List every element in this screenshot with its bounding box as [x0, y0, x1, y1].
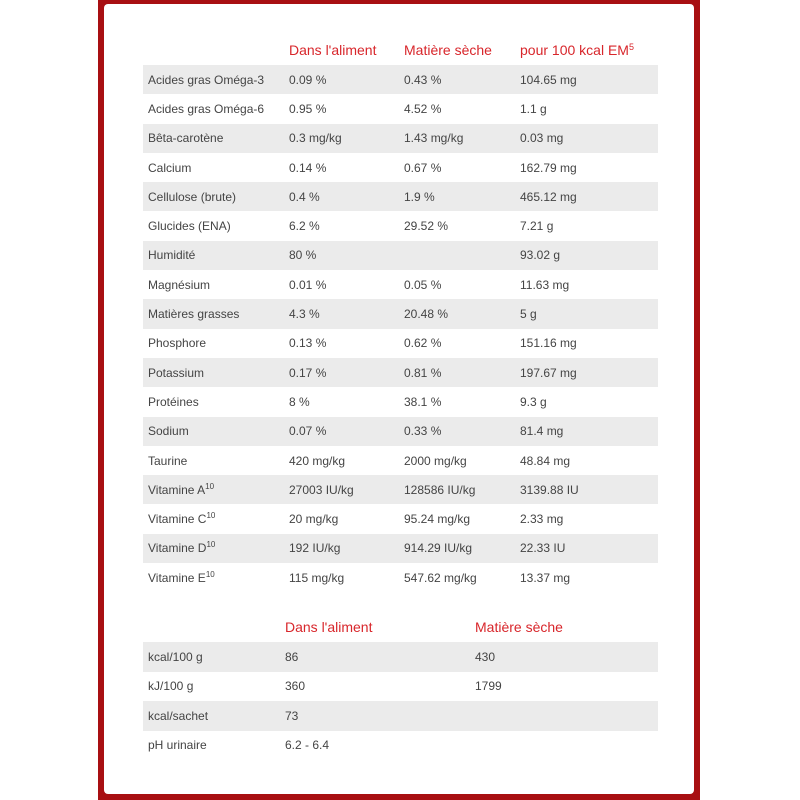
value-dans-aliment: 80 %	[284, 241, 399, 270]
value-matiere-seche: 95.24 mg/kg	[404, 512, 471, 527]
value-dans-aliment: 0.3 mg/kg	[284, 124, 399, 153]
nutrient-name: Acides gras Oméga-6	[148, 101, 265, 116]
footnote-ref: 10	[206, 540, 216, 550]
value-per-100-kcal: 151.16 mg	[520, 336, 577, 351]
table-row	[143, 153, 658, 182]
energy-matiere-seche: 430	[470, 642, 658, 672]
value-per-100-kcal: 93.02 g	[515, 241, 658, 270]
value-matiere-seche: 20.48 %	[399, 299, 515, 328]
value-per-100-kcal: 162.79 mg	[520, 160, 577, 175]
footnote-ref: 10	[205, 481, 215, 491]
value-per-100-kcal: 465.12 mg	[515, 182, 658, 211]
value-dans-aliment: 27003 IU/kg	[284, 475, 399, 504]
header-footnote-ref: 5	[628, 42, 634, 52]
nutrient-name	[143, 475, 284, 504]
value-dans-aliment: 0.95 %	[289, 101, 327, 116]
header-matiere-seche: Matière sèche	[404, 42, 492, 58]
table-row	[143, 504, 658, 533]
energy-label: pH urinaire	[148, 738, 207, 753]
energy-header-matiere-seche: Matière sèche	[475, 619, 563, 635]
energy-header-row	[143, 612, 658, 642]
value-matiere-seche: 914.29 IU/kg	[399, 534, 515, 563]
nutrient-name: Acides gras Oméga-3	[143, 65, 284, 94]
value-dans-aliment: 0.01 %	[289, 277, 327, 292]
value-per-100-kcal: 0.03 mg	[515, 124, 658, 153]
value-matiere-seche: 0.05 %	[404, 277, 442, 292]
table-row	[143, 417, 658, 446]
energy-dans-aliment: 360	[285, 679, 306, 694]
energy-matiere-seche	[470, 731, 658, 761]
value-matiere-seche: 2000 mg/kg	[404, 453, 467, 468]
table-row	[143, 329, 658, 358]
table-row	[143, 211, 658, 240]
nutrient-name	[143, 534, 284, 563]
header-dans-aliment: Dans l'aliment	[289, 42, 377, 58]
nutrient-name-text: Vitamine C	[148, 512, 207, 527]
value-per-100-kcal: 11.63 mg	[520, 277, 570, 292]
value-dans-aliment: 0.4 %	[284, 182, 399, 211]
nutrient-name: Magnésium	[148, 277, 211, 292]
value-per-100-kcal: 48.84 mg	[520, 453, 571, 468]
footnote-ref: 10	[206, 511, 216, 521]
value-matiere-seche: 0.62 %	[404, 336, 442, 351]
value-matiere-seche: 0.33 %	[399, 417, 515, 446]
nutrient-name: Protéines	[148, 394, 199, 409]
value-per-100-kcal: 13.37 mg	[520, 570, 571, 585]
table-row	[143, 358, 658, 387]
table-row	[143, 731, 658, 761]
energy-label: kJ/100 g	[148, 679, 194, 694]
value-dans-aliment: 192 IU/kg	[284, 534, 399, 563]
table-row	[143, 387, 658, 416]
nutrition-table	[143, 35, 658, 592]
value-matiere-seche	[399, 241, 515, 270]
value-per-100-kcal: 2.33 mg	[520, 512, 564, 527]
nutrient-name: Potassium	[143, 358, 284, 387]
header-per-100-kcal-text: pour 100 kcal EM	[520, 42, 629, 58]
table-row	[143, 270, 658, 299]
nutrient-name: Sodium	[143, 417, 284, 446]
nutrient-name	[143, 563, 284, 592]
nutrient-name: Matières grasses	[143, 299, 284, 328]
value-dans-aliment: 0.14 %	[289, 160, 327, 175]
value-matiere-seche: 547.62 mg/kg	[404, 570, 477, 585]
value-per-100-kcal: 7.21 g	[520, 219, 554, 234]
value-per-100-kcal: 81.4 mg	[515, 417, 658, 446]
header-per-100-kcal	[515, 35, 658, 65]
value-dans-aliment: 8 %	[289, 394, 310, 409]
nutrient-name: Glucides (ENA)	[148, 219, 231, 234]
table-row	[143, 182, 658, 211]
nutrient-name: Calcium	[148, 160, 192, 175]
nutrient-name-text: Vitamine E	[148, 570, 206, 585]
value-dans-aliment: 4.3 %	[284, 299, 399, 328]
value-per-100-kcal: 9.3 g	[520, 394, 547, 409]
energy-dans-aliment: 86	[280, 642, 470, 672]
value-matiere-seche: 1.43 mg/kg	[399, 124, 515, 153]
value-per-100-kcal: 22.33 IU	[515, 534, 658, 563]
energy-matiere-seche: 1799	[475, 679, 502, 694]
value-dans-aliment: 0.09 %	[284, 65, 399, 94]
value-dans-aliment: 115 mg/kg	[289, 570, 345, 585]
value-matiere-seche: 0.81 %	[399, 358, 515, 387]
energy-dans-aliment: 6.2 - 6.4	[285, 738, 330, 753]
energy-header-label	[143, 612, 280, 642]
value-matiere-seche: 38.1 %	[404, 394, 442, 409]
value-per-100-kcal: 104.65 mg	[515, 65, 658, 94]
table-row	[143, 534, 658, 563]
table-row	[143, 65, 658, 94]
value-matiere-seche: 4.52 %	[404, 101, 442, 116]
value-dans-aliment: 0.13 %	[289, 336, 327, 351]
table-row	[143, 299, 658, 328]
footnote-ref: 10	[205, 569, 215, 579]
nutrient-name: Bêta-carotène	[143, 124, 284, 153]
value-matiere-seche: 0.67 %	[404, 160, 442, 175]
nutrient-name: Phosphore	[148, 336, 207, 351]
nutrient-name: Taurine	[148, 453, 188, 468]
table-row	[143, 475, 658, 504]
value-dans-aliment: 0.07 %	[284, 417, 399, 446]
table-row	[143, 701, 658, 731]
table-row	[143, 124, 658, 153]
table-row	[143, 241, 658, 270]
value-matiere-seche: 128586 IU/kg	[399, 475, 515, 504]
value-dans-aliment: 0.17 %	[284, 358, 399, 387]
table-row	[143, 563, 658, 592]
value-per-100-kcal: 3139.88 IU	[515, 475, 658, 504]
value-per-100-kcal: 5 g	[515, 299, 658, 328]
value-matiere-seche: 1.9 %	[399, 182, 515, 211]
energy-dans-aliment: 73	[280, 701, 470, 731]
table-row	[143, 672, 658, 702]
energy-matiere-seche	[470, 701, 658, 731]
nutrient-name-text: Vitamine D	[148, 541, 207, 556]
value-per-100-kcal: 197.67 mg	[515, 358, 658, 387]
nutrition-header-row	[143, 35, 658, 65]
energy-label: kcal/100 g	[143, 642, 280, 672]
value-matiere-seche: 29.52 %	[404, 219, 449, 234]
value-dans-aliment: 6.2 %	[289, 219, 320, 234]
nutrient-name: Cellulose (brute)	[143, 182, 284, 211]
value-per-100-kcal: 1.1 g	[520, 101, 547, 116]
nutrient-name	[143, 504, 284, 533]
value-matiere-seche: 0.43 %	[399, 65, 515, 94]
value-dans-aliment: 420 mg/kg	[289, 453, 346, 468]
nutrient-name: Humidité	[143, 241, 284, 270]
energy-header-dans-aliment: Dans l'aliment	[285, 619, 373, 635]
table-row	[143, 94, 658, 123]
header-nutrient	[143, 35, 284, 65]
value-dans-aliment: 20 mg/kg	[289, 512, 339, 527]
table-row	[143, 642, 658, 672]
energy-label: kcal/sachet	[143, 701, 280, 731]
table-row	[143, 446, 658, 475]
nutrient-name-text: Vitamine A	[148, 482, 206, 497]
energy-table	[143, 612, 658, 760]
